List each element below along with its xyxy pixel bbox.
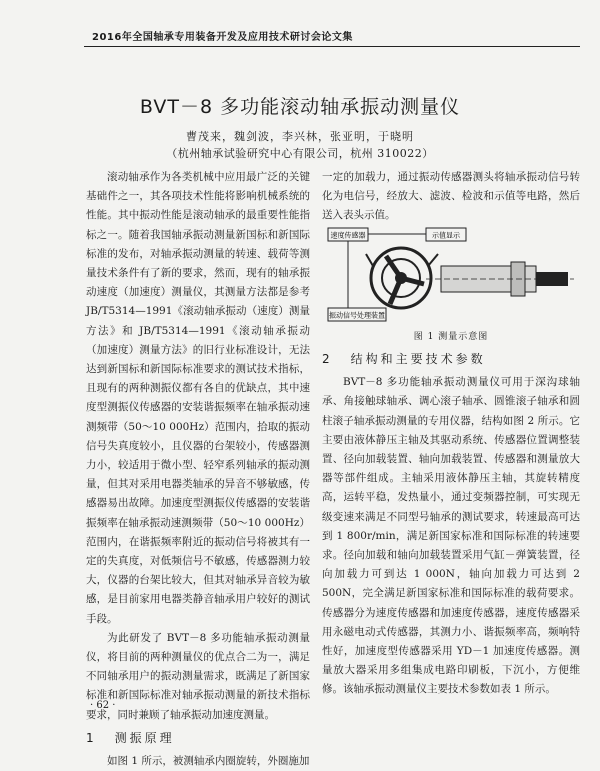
section-title: 测振原理 (114, 730, 175, 745)
running-header: 2016年全国轴承专用装备开发及应用技术研讨会论文集 (92, 32, 353, 43)
page-number: · 62 · (90, 700, 116, 711)
body-paragraph: BVT－8 多功能轴承振动测量仪可用于深沟球轴承、角接触球轴承、调心滚子轴承、圆锥滚子轴承和圆柱滚子轴承振动测量的专用仪器，结构如图 2 所示。它主要由液体静压主轴及其驱动系统、传感器位置调整装置、径向加载装置、轴向加载装置、传感器和测量放大器等部件组成。主轴采用液体静压主轴，其旋转精度高，运转平稳，发热量小，通过变频器控制，可实现无级变速来满足不同型号轴承的测试要求，转速最高可达到 1 800r/min，满足新国家标准和国际标准的转速要求。径向加载和轴向加载装置采用气缸－弹簧装置，径向加载力可到达 1 000N，轴向加载力可达到 2 500N，完全满足新国家标准和国际标准的载荷要求。传感器分为速度传感器和加速度传感器，速度传感器采用永磁电动式传感器，其测力小、谐振频率高，频响特性好，加速度型传感器采用 YD－1 加速度传感器。测量放大器采用多组集成电路印刷板，下沉小，方便维修。该轴承振动测量仪主要技术参数如表 1 所示。 (322, 376, 580, 696)
header-rule (84, 46, 580, 47)
right-column-bottom (322, 346, 580, 706)
left-column (86, 168, 310, 768)
body-paragraph: 滚动轴承作为各类机械中应用最广泛的关键基础件之一，其各项技术性能将影响机械系统的性能。其中振动性能是滚动轴承的最重要性能指标之一。随着我国轴承振动测量新国标和新国际标准的发布，对轴承振动测量的转速、载荷等测量技术条件有了新的要求，然而，现有的轴承振动速度（加速度）测量仪，其测量方法都是参考 JB/T5314—1991《滚动轴承振动（速度）测量方法》和 JB/T5314—1991《滚动轴承振动（加速度）测量方法》的旧行业标准设计，无法达到新国标和新国际标准要求的测试技术指标，且现有的两种测振仪都有各自的优缺点，其中速度型测振仪传感器的安装谐振频率在轴承振动速测频带（50～10 000Hz）范围内，拾取的振动信号失真度较小，且仪器的台架较小，传感器测力小，较适用于微小型、轻窄系列轴承的振动测量，但其对采用电器类轴承的异音不够敏感，传感器易出故障。加速度型测振仪传感器的安装谐振频率在轴承振动速测频带（50～10 000Hz）范围内，在谐振频率附近的振动信号将被其有一定的失真度，对低频信号不敏感，传感器测力较大，仪器的台架比较大，但其对轴承异音较为敏感，是目前家用电器类静音轴承用户较好的测试手段。 (86, 171, 310, 625)
readout-display-label: 示值显示 (432, 231, 460, 240)
body-paragraph: 为此研发了 BVT－8 多功能轴承振动测量仪，将目前的两种测量仪的优点合二为一，满足不同轴承用户的振动测量需求，既满足了新国家标准和新国际标准对轴承振动测量的新技术指标要求，同时兼顾了轴承振动加速度测量。 (86, 631, 310, 721)
connection-lines (348, 234, 426, 308)
author-list: 曹茂来，魏剑波，李兴林，张亚明，于晓明 (186, 130, 414, 143)
signal-processing-label: 振动信号处理装置 (329, 311, 385, 320)
readout-display-box (426, 228, 466, 241)
body-paragraph: 如图 1 所示，被测轴承内圈旋转，外圈施加 (107, 755, 310, 768)
spindle-drawing (426, 262, 574, 296)
author-affiliation: （杭州轴承试验研究中心有限公司，杭州 310022） (166, 147, 434, 160)
section-heading-2 (322, 350, 580, 369)
figure-measurement-schematic (326, 226, 576, 326)
velocity-sensor-box (328, 228, 368, 241)
section-title: 结构和主要技术参数 (350, 352, 486, 366)
section-heading-1 (86, 729, 310, 748)
figure-caption: 图 1 测量示意图 (413, 332, 489, 342)
right-column-top (322, 168, 580, 228)
bearing-drawing (366, 248, 438, 308)
section-number: 1 (86, 730, 97, 745)
paper-title: BVT－8 多功能滚动轴承振动测量仪 (139, 96, 461, 118)
velocity-sensor-label: 速度传感器 (330, 231, 366, 240)
body-paragraph: 一定的加载力，通过振动传感器测头将轴承振动信号转化为电信号，经放大、滤波、检波和示值等电路，然后送入表头示值。 (322, 171, 580, 222)
signal-processing-box (328, 308, 386, 321)
section-number: 2 (322, 352, 333, 366)
